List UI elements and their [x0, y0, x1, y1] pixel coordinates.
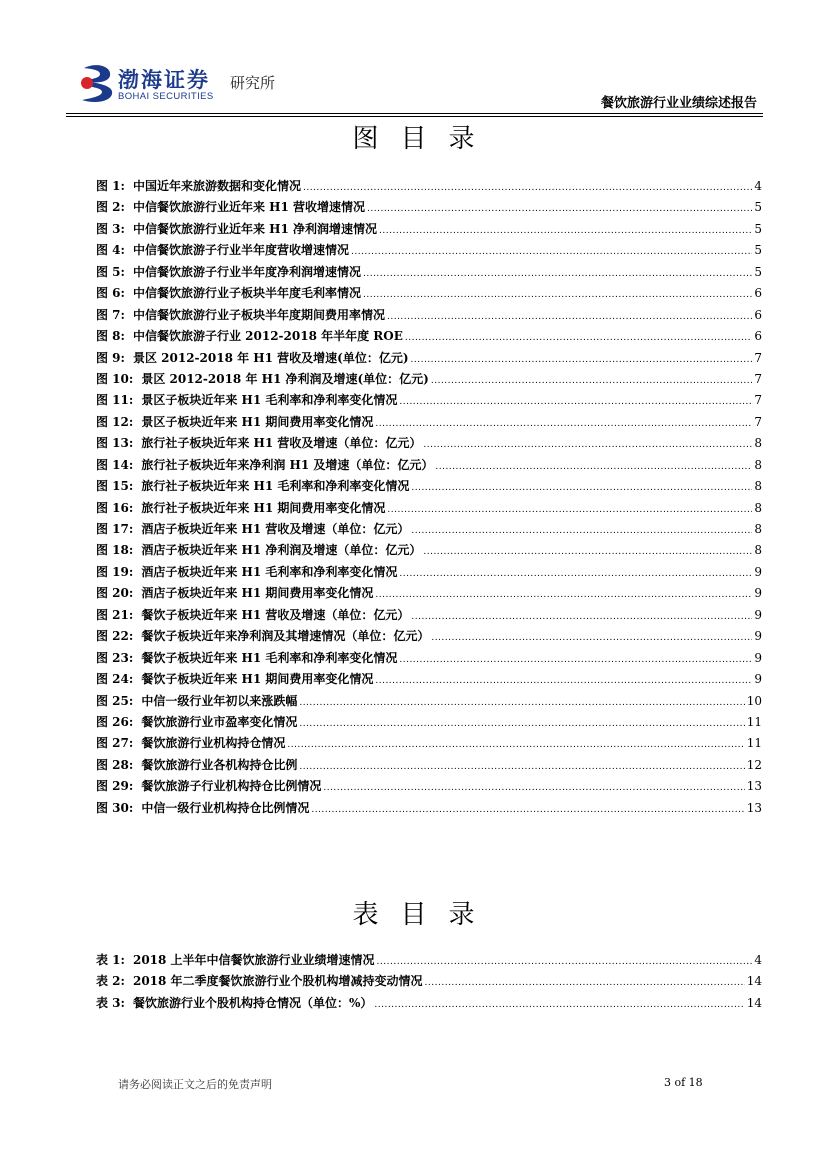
bohai-logo-icon — [78, 62, 118, 104]
toc-entry-page[interactable]: 6 — [754, 329, 762, 344]
toc-dot-leader — [423, 440, 752, 454]
figure-toc-entry[interactable] — [96, 692, 762, 713]
toc-entry-label: 图 15: — [96, 479, 134, 494]
toc-entry-title[interactable]: 餐饮旅游行业各机构持仓比例 — [141, 757, 298, 772]
toc-entry-title[interactable]: 景区 2012-2018 年 H1 营收及增速(单位：亿元) — [132, 350, 409, 365]
toc-entry-page[interactable]: 8 — [754, 457, 762, 472]
logo-subtitle: 研究所 — [230, 74, 276, 92]
toc-entry-page[interactable]: 5 — [754, 221, 762, 236]
toc-dot-leader — [351, 247, 752, 261]
toc-dot-leader — [287, 740, 744, 754]
toc-entry-label: 表 1: — [96, 953, 125, 967]
header-rule-bottom — [66, 116, 763, 117]
figure-toc-entry[interactable] — [96, 670, 762, 691]
toc-entry-title[interactable]: 景区 2012-2018 年 H1 净利润及增速(单位：亿元) — [141, 371, 429, 386]
toc-entry-label: 图 11: — [96, 393, 134, 408]
table-list — [96, 951, 762, 1015]
toc-entry-page[interactable]: 9 — [754, 672, 762, 687]
toc-dot-leader — [299, 762, 744, 776]
toc-entry-label: 图 14: — [96, 457, 134, 472]
toc-dot-leader — [377, 957, 753, 971]
figure-toc-entry[interactable] — [96, 220, 762, 241]
toc-dot-leader — [363, 290, 752, 304]
figure-toc-entry[interactable] — [96, 627, 762, 648]
toc-entry-label: 图 16: — [96, 500, 134, 515]
figure-toc-entry[interactable] — [96, 777, 762, 798]
toc-entry-page[interactable]: 7 — [754, 414, 762, 429]
toc-entry-title[interactable]: 中信餐饮旅游子行业 2012-2018 年半年度 ROE — [132, 329, 403, 344]
toc-dot-leader — [399, 569, 752, 583]
toc-entry-title[interactable]: 中信餐饮旅游行业近年来 H1 营收增速情况 — [132, 200, 366, 215]
figure-toc-entry[interactable] — [96, 327, 762, 348]
toc-entry-title[interactable]: 餐饮旅游行业机构持仓情况 — [141, 736, 286, 751]
figure-toc-entry[interactable] — [96, 477, 762, 498]
toc-dot-leader — [425, 978, 745, 992]
toc-dot-leader — [375, 590, 752, 604]
toc-entry-page[interactable]: 8 — [754, 522, 762, 536]
toc-entry-title[interactable]: 旅行社子板块近年来 H1 营收及增速（单位：亿元） — [141, 436, 422, 451]
toc-dot-leader — [375, 676, 752, 690]
toc-entry-page[interactable]: 6 — [754, 286, 762, 301]
toc-entry-page[interactable]: 5 — [754, 243, 762, 258]
toc-entry-title[interactable]: 中信一级行业机构持仓比例情况 — [141, 800, 310, 815]
toc-dot-leader — [399, 397, 752, 411]
toc-entry-page[interactable]: 14 — [746, 995, 762, 1010]
toc-entry-label: 图 26: — [96, 714, 134, 729]
toc-dot-leader — [375, 419, 752, 433]
toc-entry-label: 图 24: — [96, 672, 134, 687]
toc-entry-page[interactable]: 5 — [754, 200, 762, 215]
figure-toc-entry[interactable] — [96, 563, 762, 584]
toc-entry-title[interactable]: 旅行社子板块近年来 H1 毛利率和净利率变化情况 — [141, 479, 410, 494]
figure-toc-entry[interactable] — [96, 241, 762, 262]
toc-entry-title[interactable]: 2018 上半年中信餐饮旅游行业业绩增速情况 — [132, 953, 375, 967]
figure-toc-entry[interactable] — [96, 284, 762, 305]
figure-list-title: 图目录 — [352, 124, 497, 154]
toc-entry-page[interactable]: 4 — [754, 179, 762, 193]
toc-entry-title[interactable]: 餐饮子板块近年来 H1 毛利率和净利率变化情况 — [141, 650, 398, 665]
toc-entry-label: 图 4: — [96, 243, 125, 258]
toc-entry-label: 图 29: — [96, 779, 134, 794]
logo-chinese-name: 渤海证券 — [118, 68, 210, 92]
toc-entry-label: 图 20: — [96, 586, 134, 601]
toc-entry-title[interactable]: 中国近年来旅游数据和变化情况 — [132, 179, 301, 193]
toc-entry-title[interactable]: 景区子板块近年来 H1 期间费用率变化情况 — [141, 414, 374, 429]
toc-entry-title[interactable]: 餐饮旅游行业市盈率变化情况 — [141, 714, 298, 729]
toc-dot-leader — [405, 333, 753, 347]
toc-entry-page[interactable]: 11 — [746, 736, 762, 751]
toc-entry-label: 图 17: — [96, 522, 134, 536]
figure-toc-entry[interactable] — [96, 541, 762, 562]
toc-entry-label: 图 19: — [96, 564, 134, 579]
toc-dot-leader — [431, 633, 752, 647]
toc-entry-page[interactable]: 13 — [746, 800, 762, 815]
table-toc-entry[interactable] — [96, 972, 762, 993]
toc-entry-label: 图 1: — [96, 179, 125, 193]
toc-entry-page[interactable]: 9 — [754, 650, 762, 665]
figure-toc-entry[interactable] — [96, 734, 762, 755]
figure-toc-entry[interactable] — [96, 520, 762, 541]
toc-entry-label: 图 30: — [96, 800, 134, 815]
toc-entry-label: 图 27: — [96, 736, 134, 751]
toc-entry-page[interactable]: 8 — [754, 479, 762, 494]
toc-entry-page[interactable]: 9 — [754, 564, 762, 579]
toc-entry-label: 图 10: — [96, 371, 134, 386]
toc-entry-title[interactable]: 旅行社子板块近年来 H1 期间费用率变化情况 — [141, 500, 386, 515]
toc-dot-leader — [363, 269, 752, 283]
table-list-title: 表目录 — [352, 900, 497, 930]
figure-toc-entry[interactable] — [96, 198, 762, 219]
toc-entry-title[interactable]: 酒店子板块近年来 H1 毛利率和净利率变化情况 — [141, 564, 398, 579]
toc-dot-leader — [411, 526, 752, 540]
figure-toc-entry[interactable] — [96, 499, 762, 520]
toc-entry-label: 图 28: — [96, 757, 134, 772]
toc-entry-page[interactable]: 12 — [746, 757, 762, 772]
toc-entry-title[interactable]: 餐饮子板块近年来 H1 期间费用率变化情况 — [141, 672, 374, 687]
figure-toc-entry[interactable] — [96, 756, 762, 777]
toc-dot-leader — [311, 805, 744, 819]
figure-toc-entry[interactable] — [96, 713, 762, 734]
toc-dot-leader — [411, 612, 752, 626]
figure-toc-entry[interactable] — [96, 606, 762, 627]
toc-entry-title[interactable]: 中信餐饮旅游行业近年来 H1 净利润增速情况 — [132, 221, 378, 236]
figure-toc-entry[interactable] — [96, 799, 762, 820]
toc-entry-page[interactable]: 10 — [746, 693, 762, 708]
toc-entry-page[interactable]: 6 — [754, 307, 762, 322]
toc-entry-page[interactable]: 11 — [746, 714, 762, 729]
toc-entry-label: 图 8: — [96, 329, 125, 344]
toc-entry-label: 图 25: — [96, 693, 134, 708]
table-toc-entry[interactable] — [96, 994, 762, 1015]
toc-entry-page[interactable]: 13 — [746, 779, 762, 794]
toc-entry-page[interactable]: 8 — [754, 500, 762, 515]
figure-list — [96, 177, 762, 820]
logo-english-name: BOHAI SECURITIES — [118, 91, 214, 102]
figure-toc-entry[interactable] — [96, 177, 762, 198]
toc-entry-label: 图 12: — [96, 414, 134, 429]
toc-entry-title[interactable]: 景区子板块近年来 H1 毛利率和净利率变化情况 — [141, 393, 398, 408]
toc-entry-title[interactable]: 餐饮子板块近年来净利润及其增速情况（单位：亿元） — [141, 629, 430, 644]
toc-dot-leader — [299, 719, 744, 733]
toc-entry-page[interactable]: 7 — [754, 350, 762, 365]
toc-entry-page[interactable]: 9 — [754, 629, 762, 644]
toc-entry-label: 图 18: — [96, 543, 134, 558]
toc-dot-leader — [399, 655, 752, 669]
figure-toc-entry[interactable] — [96, 370, 762, 391]
toc-entry-label: 图 6: — [96, 286, 125, 301]
figure-toc-entry[interactable] — [96, 391, 762, 412]
toc-entry-label: 图 5: — [96, 264, 125, 279]
toc-entry-title[interactable]: 中信一级行业年初以来涨跌幅 — [141, 693, 298, 708]
toc-entry-page[interactable]: 7 — [754, 393, 762, 408]
toc-dot-leader — [411, 355, 753, 369]
toc-entry-label: 图 3: — [96, 221, 125, 236]
toc-entry-title[interactable]: 中信餐饮旅游子行业半年度营收增速情况 — [132, 243, 349, 258]
toc-entry-label: 图 9: — [96, 350, 125, 365]
page-header — [0, 0, 827, 120]
toc-entry-page[interactable]: 7 — [754, 371, 762, 386]
toc-entry-page[interactable]: 5 — [754, 264, 762, 279]
toc-dot-leader — [411, 483, 752, 497]
toc-entry-label: 图 22: — [96, 629, 134, 644]
figure-toc-entry[interactable] — [96, 349, 762, 370]
toc-entry-title[interactable]: 2018 年二季度餐饮旅游行业个股机构增减持变动情况 — [132, 974, 423, 989]
toc-dot-leader — [299, 698, 744, 712]
figure-toc-entry[interactable] — [96, 456, 762, 477]
toc-dot-leader — [379, 226, 752, 240]
toc-dot-leader — [435, 462, 752, 476]
toc-dot-leader — [387, 505, 752, 519]
disclaimer-note: 请务必阅读正文之后的免责声明 — [118, 1078, 272, 1091]
figure-toc-entry[interactable] — [96, 413, 762, 434]
table-toc-entry[interactable] — [96, 951, 762, 972]
toc-dot-leader — [423, 547, 752, 561]
toc-entry-label: 图 2: — [96, 200, 125, 215]
toc-entry-title[interactable]: 中信餐饮旅游子行业半年度净利润增速情况 — [132, 264, 361, 279]
company-logo — [78, 62, 298, 108]
toc-dot-leader — [367, 204, 752, 218]
toc-entry-title[interactable]: 餐饮子板块近年来 H1 营收及增速（单位：亿元） — [141, 607, 410, 622]
toc-entry-page[interactable]: 9 — [754, 607, 762, 622]
toc-entry-title[interactable]: 中信餐饮旅游行业子板块半年度期间费用率情况 — [132, 307, 385, 322]
toc-entry-label: 表 3: — [96, 995, 125, 1010]
toc-entry-label: 图 23: — [96, 650, 134, 665]
toc-entry-label: 表 2: — [96, 974, 125, 989]
toc-dot-leader — [323, 783, 744, 797]
toc-entry-title[interactable]: 酒店子板块近年来 H1 营收及增速（单位：亿元） — [141, 522, 410, 536]
toc-entry-title[interactable]: 旅行社子板块近年来净利润 H1 及增速（单位：亿元） — [141, 457, 434, 472]
report-title: 餐饮旅游行业业绩综述报告 — [600, 96, 757, 111]
toc-entry-title[interactable]: 酒店子板块近年来 H1 净利润及增速（单位：亿元） — [141, 543, 422, 558]
toc-entry-label: 图 13: — [96, 436, 134, 451]
toc-dot-leader — [374, 1000, 744, 1014]
toc-dot-leader — [431, 376, 753, 390]
toc-entry-page[interactable]: 9 — [754, 586, 762, 601]
toc-dot-leader — [387, 312, 752, 326]
toc-entry-page[interactable]: 8 — [754, 543, 762, 558]
figure-toc-entry[interactable] — [96, 306, 762, 327]
figure-toc-entry[interactable] — [96, 263, 762, 284]
toc-entry-label: 图 7: — [96, 307, 125, 322]
header-rule-top — [66, 113, 763, 114]
toc-entry-page[interactable]: 8 — [754, 436, 762, 451]
figure-toc-entry[interactable] — [96, 649, 762, 670]
figure-toc-entry[interactable] — [96, 584, 762, 605]
figure-toc-entry[interactable] — [96, 434, 762, 455]
toc-entry-page[interactable]: 4 — [754, 953, 762, 967]
toc-entry-title[interactable]: 餐饮旅游行业个股机构持仓情况（单位：%） — [132, 995, 373, 1010]
toc-entry-title[interactable]: 酒店子板块近年来 H1 期间费用率变化情况 — [141, 586, 374, 601]
toc-dot-leader — [303, 183, 752, 197]
page-number: 3 of 18 — [664, 1076, 703, 1089]
toc-entry-title[interactable]: 中信餐饮旅游行业子板块半年度毛利率情况 — [132, 286, 361, 301]
toc-entry-title[interactable]: 餐饮旅游子行业机构持仓比例情况 — [141, 779, 322, 794]
toc-entry-page[interactable]: 14 — [746, 974, 762, 989]
toc-entry-label: 图 21: — [96, 607, 134, 622]
